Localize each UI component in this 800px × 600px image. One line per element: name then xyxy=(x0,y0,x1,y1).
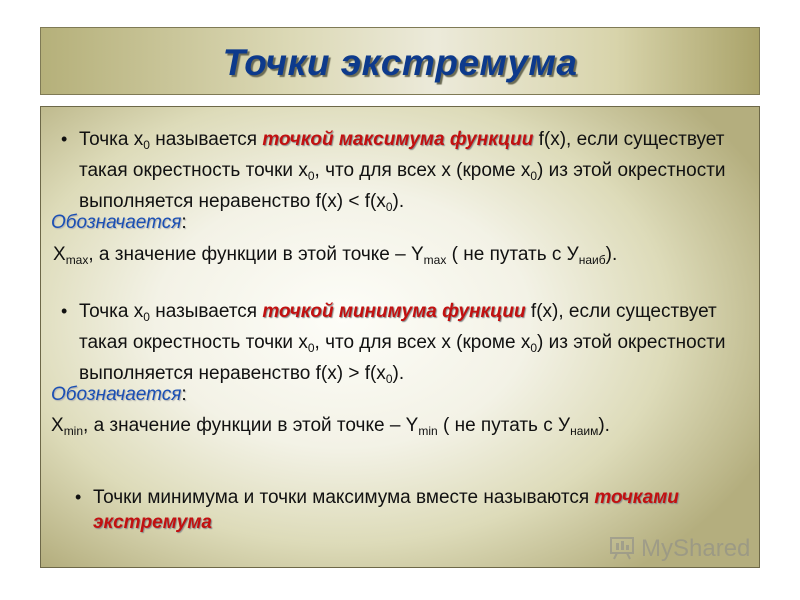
min-definition: • Точка $х_0$ называется точкой минимума функции f(x), если существует такая окрестность точки $х_0$, что для всех х (кроме $х_0$) из этой окрестности выполняется неравенство $f(x) > f(x_0)$. xyxy=(61,301,726,386)
title-banner xyxy=(40,27,760,95)
content-panel xyxy=(40,106,760,568)
notation-label-min: Обозначается: xyxy=(51,384,187,405)
watermark: MyShared xyxy=(609,535,750,563)
bullet: • xyxy=(61,301,68,321)
max-term: точкой максимума функции xyxy=(262,129,534,150)
bullet: • xyxy=(61,129,68,149)
presentation-board-icon xyxy=(609,536,635,560)
extremum-term: точками экстремума xyxy=(93,487,679,533)
bullet: • xyxy=(75,487,82,507)
max-definition: • Точка $х_0$ называется точкой максимума функции f(x), если существует такая окрестность точки $х_0$, что для всех х (кроме $х_0$) из этой окрестности выполняется неравенство $f(x) < f(x_0)$. xyxy=(61,129,726,214)
min-term: точкой минимума функции xyxy=(262,301,526,322)
slide-title: Точки экстремума xyxy=(222,42,578,83)
extremum-summary: • Точки минимума и точки максимума вместе называются точками экстремума xyxy=(75,487,679,533)
min-notation-line: $Х_{min}$, а значение функции в этой точке – $Y_{min}$ ( не путать с $У_{наим}$). xyxy=(51,415,610,438)
max-notation-line: $Х_{max}$, а значение функции в этой точке – $Y_{max}$ ( не путать с $У_{наиб}$). xyxy=(53,244,618,267)
notation-label-max: Обозначается: xyxy=(51,212,187,233)
